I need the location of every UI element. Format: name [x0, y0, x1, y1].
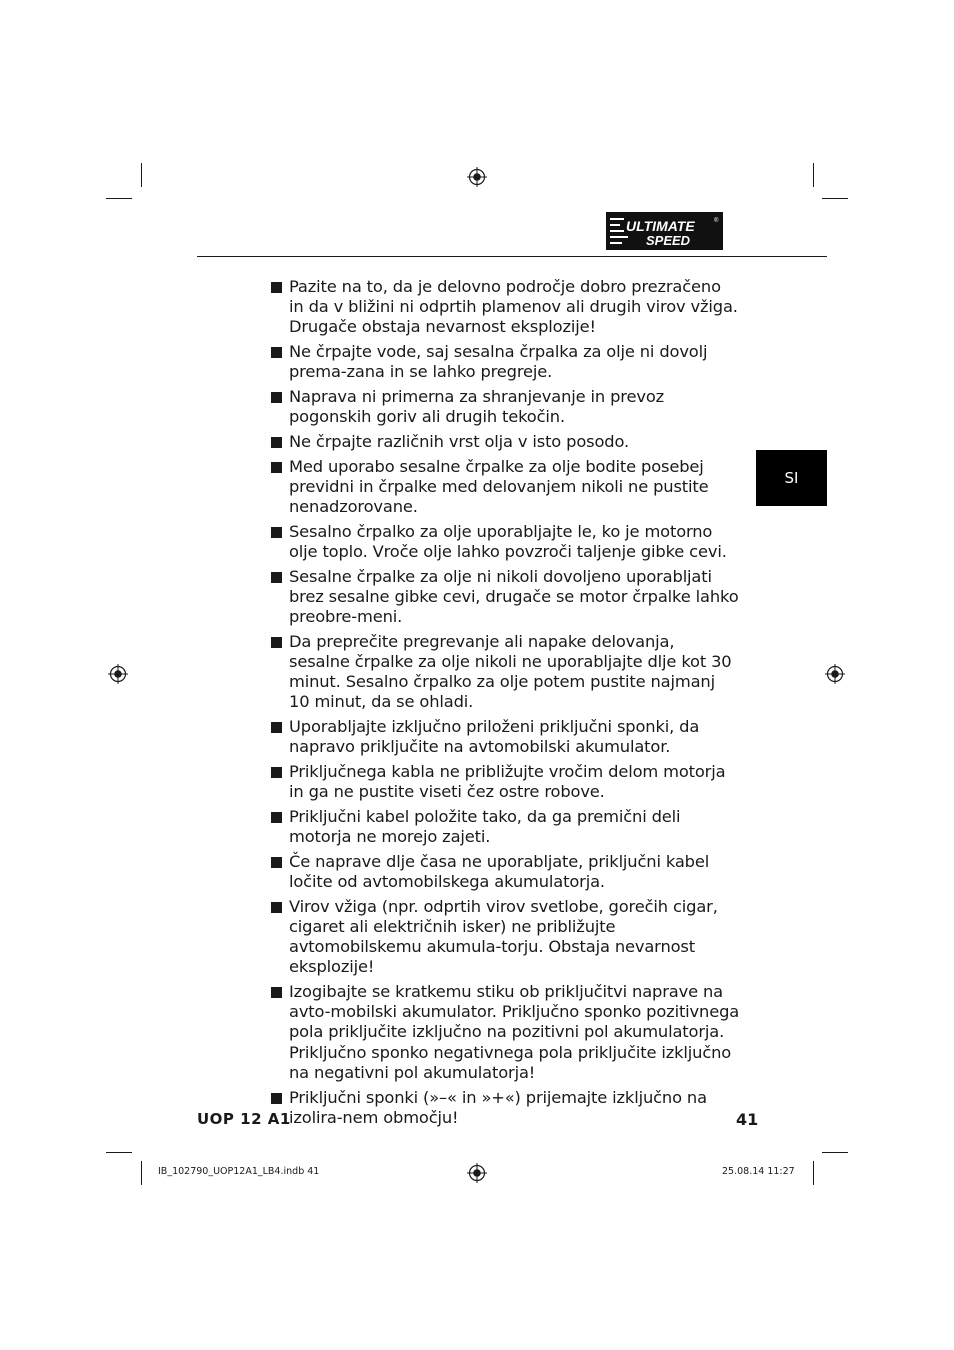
- bullet-square-icon: [271, 282, 282, 293]
- footer-model-number: UOP 12 A1: [197, 1110, 291, 1128]
- registration-mark-icon: [467, 167, 487, 187]
- list-item: Uporabljajte izključno priloženi priključni sponki, da napravo priključite na avtomobilski akumulator.: [270, 717, 740, 757]
- bullet-square-icon: [271, 527, 282, 538]
- bullet-square-icon: [271, 767, 282, 778]
- list-item: Sesalne črpalke za olje ni nikoli dovoljeno uporabljati brez sesalne gibke cevi, drugače se motor črpalke lahko preobre-meni.: [270, 567, 740, 628]
- print-file-info: IB_102790_UOP12A1_LB4.indb 41: [158, 1166, 320, 1177]
- crop-mark: [106, 1152, 132, 1153]
- bullet-square-icon: [271, 462, 282, 473]
- bullet-square-icon: [271, 392, 282, 403]
- bullet-square-icon: [271, 857, 282, 868]
- logo-line2: SPEED: [646, 233, 691, 248]
- crop-mark: [141, 163, 142, 187]
- bullet-square-icon: [271, 347, 282, 358]
- registration-mark-icon: [108, 664, 128, 684]
- bullet-square-icon: [271, 1093, 282, 1104]
- list-item: Virov vžiga (npr. odprtih virov svetlobe, gorečih cigar, cigaret ali električnih isker) ne približujte avtomobilskemu akumula-torju. Obstaja nevarnost eksplozije!: [270, 897, 740, 978]
- bullet-square-icon: [271, 722, 282, 733]
- list-item: Ne črpajte vode, saj sesalna črpalka za olje ni dovolj prema-zana in se lahko pregreje.: [270, 342, 740, 382]
- logo-line1: ULTIMATE: [626, 218, 695, 234]
- list-item: Sesalno črpalko za olje uporabljajte le, ko je motorno olje toplo. Vroče olje lahko povzroči taljenje gibke cevi.: [270, 522, 740, 562]
- registration-mark-icon: [467, 1163, 487, 1183]
- crop-mark: [106, 198, 132, 199]
- crop-mark: [813, 1161, 814, 1185]
- bullet-square-icon: [271, 902, 282, 913]
- safety-bullet-list: [270, 277, 740, 1132]
- bullet-square-icon: [271, 987, 282, 998]
- bullet-square-icon: [271, 437, 282, 448]
- bullet-square-icon: [271, 812, 282, 823]
- list-item: Če naprave dlje časa ne uporabljate, priključni kabel ločite od avtomobilskega akumulatorja.: [270, 852, 740, 892]
- list-item: Pazite na to, da je delovno področje dobro prezračeno in da v bližini ni odprtih plamenov ali drugih virov vžiga. Drugače obstaja nevarnost eksplozije!: [270, 277, 740, 338]
- header-rule: [197, 256, 827, 257]
- list-item: Priključni kabel položite tako, da ga premični deli motorja ne morejo zajeti.: [270, 807, 740, 847]
- bullet-square-icon: [271, 637, 282, 648]
- list-item: Priključni sponki (»–« in »+«) prijemajte izključno na izolira-nem območju!: [270, 1088, 740, 1128]
- list-item: Izogibajte se kratkemu stiku ob priključitvi naprave na avto-mobilski akumulator. Priključno sponko pozitivnega pola priključite izključno na pozitivni pol akumulatorja. Priključno sponko negativnega pola priključite izključno na negativni pol akumulatorja!: [270, 982, 740, 1083]
- list-item: Naprava ni primerna za shranjevanje in prevoz pogonskih goriv ali drugih tekočin.: [270, 387, 740, 427]
- bullet-square-icon: [271, 572, 282, 583]
- list-item: Med uporabo sesalne črpalke za olje bodite posebej previdni in črpalke med delovanjem nikoli ne pustite nenadzorovane.: [270, 457, 740, 518]
- print-datetime: 25.08.14 11:27: [722, 1166, 795, 1177]
- list-item: Da preprečite pregrevanje ali napake delovanja, sesalne črpalke za olje nikoli ne uporabljajte dlje kot 30 minut. Sesalno črpalko za olje potem pustite najmanj 10 minut, da se ohladi.: [270, 632, 740, 713]
- list-item: Ne črpajte različnih vrst olja v isto posodo.: [270, 432, 740, 452]
- ultimate-speed-logo: [606, 212, 723, 250]
- crop-mark: [822, 198, 848, 199]
- language-tab: [756, 450, 827, 506]
- page-number: 41: [736, 1110, 759, 1129]
- registration-mark-icon: [825, 664, 845, 684]
- crop-mark: [813, 163, 814, 187]
- crop-mark: [141, 1161, 142, 1185]
- list-item: Priključnega kabla ne približujte vročim delom motorja in ga ne pustite viseti čez ostre robove.: [270, 762, 740, 802]
- language-tab-label: SI: [784, 469, 799, 487]
- crop-mark: [822, 1152, 848, 1153]
- logo-registered-mark: ®: [714, 218, 719, 224]
